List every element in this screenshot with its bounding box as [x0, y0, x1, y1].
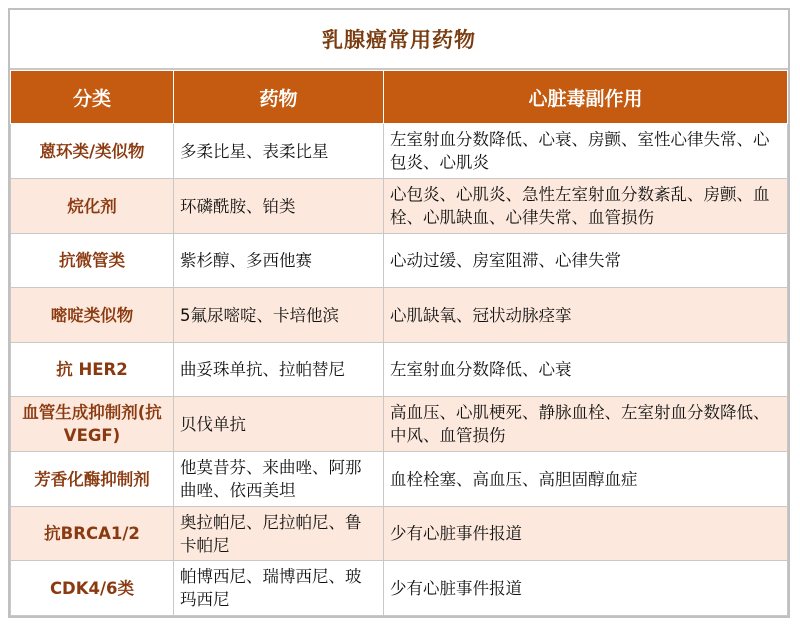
- category-cell: 抗BRCA1/2: [11, 507, 174, 561]
- category-cell: 蒽环类/类似物: [11, 124, 174, 179]
- effect-cell: 左室射血分数降低、心衰、房颤、室性心律失常、心包炎、心肌炎: [384, 124, 788, 179]
- drug-cell: 5氟尿嘧啶、卡培他滨: [174, 288, 384, 343]
- category-cell: 烷化剂: [11, 179, 174, 234]
- effect-cell: 心动过缓、房室阻滞、心律失常: [384, 234, 788, 288]
- drug-table-container: [8, 8, 790, 618]
- category-cell: 血管生成抑制剂(抗VEGF): [11, 397, 174, 452]
- category-cell: 芳香化酶抑制剂: [11, 452, 174, 507]
- effect-cell: 心肌缺氧、冠状动脉痉挛: [384, 288, 788, 343]
- effect-cell: 少有心脏事件报道: [384, 561, 788, 616]
- drug-cell: 他莫昔芬、来曲唑、阿那曲唑、依西美坦: [174, 452, 384, 507]
- table-row: [11, 507, 788, 561]
- header-category: 分类: [11, 71, 174, 124]
- effect-cell: 血栓栓塞、高血压、高胆固醇血症: [384, 452, 788, 507]
- drug-table: [10, 70, 788, 616]
- drug-cell: 贝伐单抗: [174, 397, 384, 452]
- drug-cell: 多柔比星、表柔比星: [174, 124, 384, 179]
- effect-cell: 少有心脏事件报道: [384, 507, 788, 561]
- drug-cell: 曲妥珠单抗、拉帕替尼: [174, 343, 384, 397]
- header-drug: 药物: [174, 71, 384, 124]
- effect-cell: 心包炎、心肌炎、急性左室射血分数紊乱、房颤、血栓、心肌缺血、心律失常、血管损伤: [384, 179, 788, 234]
- drug-cell: 环磷酰胺、铂类: [174, 179, 384, 234]
- table-row: [11, 124, 788, 179]
- table-row: [11, 561, 788, 616]
- table-row: [11, 452, 788, 507]
- effect-cell: 高血压、心肌梗死、静脉血栓、左室射血分数降低、中风、血管损伤: [384, 397, 788, 452]
- drug-cell: 奥拉帕尼、尼拉帕尼、鲁卡帕尼: [174, 507, 384, 561]
- table-row: [11, 343, 788, 397]
- table-row: [11, 288, 788, 343]
- table-title: 乳腺癌常用药物: [10, 10, 788, 70]
- header-row: [11, 71, 788, 124]
- table-row: [11, 179, 788, 234]
- category-cell: 抗微管类: [11, 234, 174, 288]
- table-row: [11, 397, 788, 452]
- category-cell: 嘧啶类似物: [11, 288, 174, 343]
- category-cell: CDK4/6类: [11, 561, 174, 616]
- effect-cell: 左室射血分数降低、心衰: [384, 343, 788, 397]
- table-row: [11, 234, 788, 288]
- category-cell: 抗 HER2: [11, 343, 174, 397]
- drug-cell: 紫杉醇、多西他赛: [174, 234, 384, 288]
- header-cardiotoxicity: 心脏毒副作用: [384, 71, 788, 124]
- drug-cell: 帕博西尼、瑞博西尼、玻玛西尼: [174, 561, 384, 616]
